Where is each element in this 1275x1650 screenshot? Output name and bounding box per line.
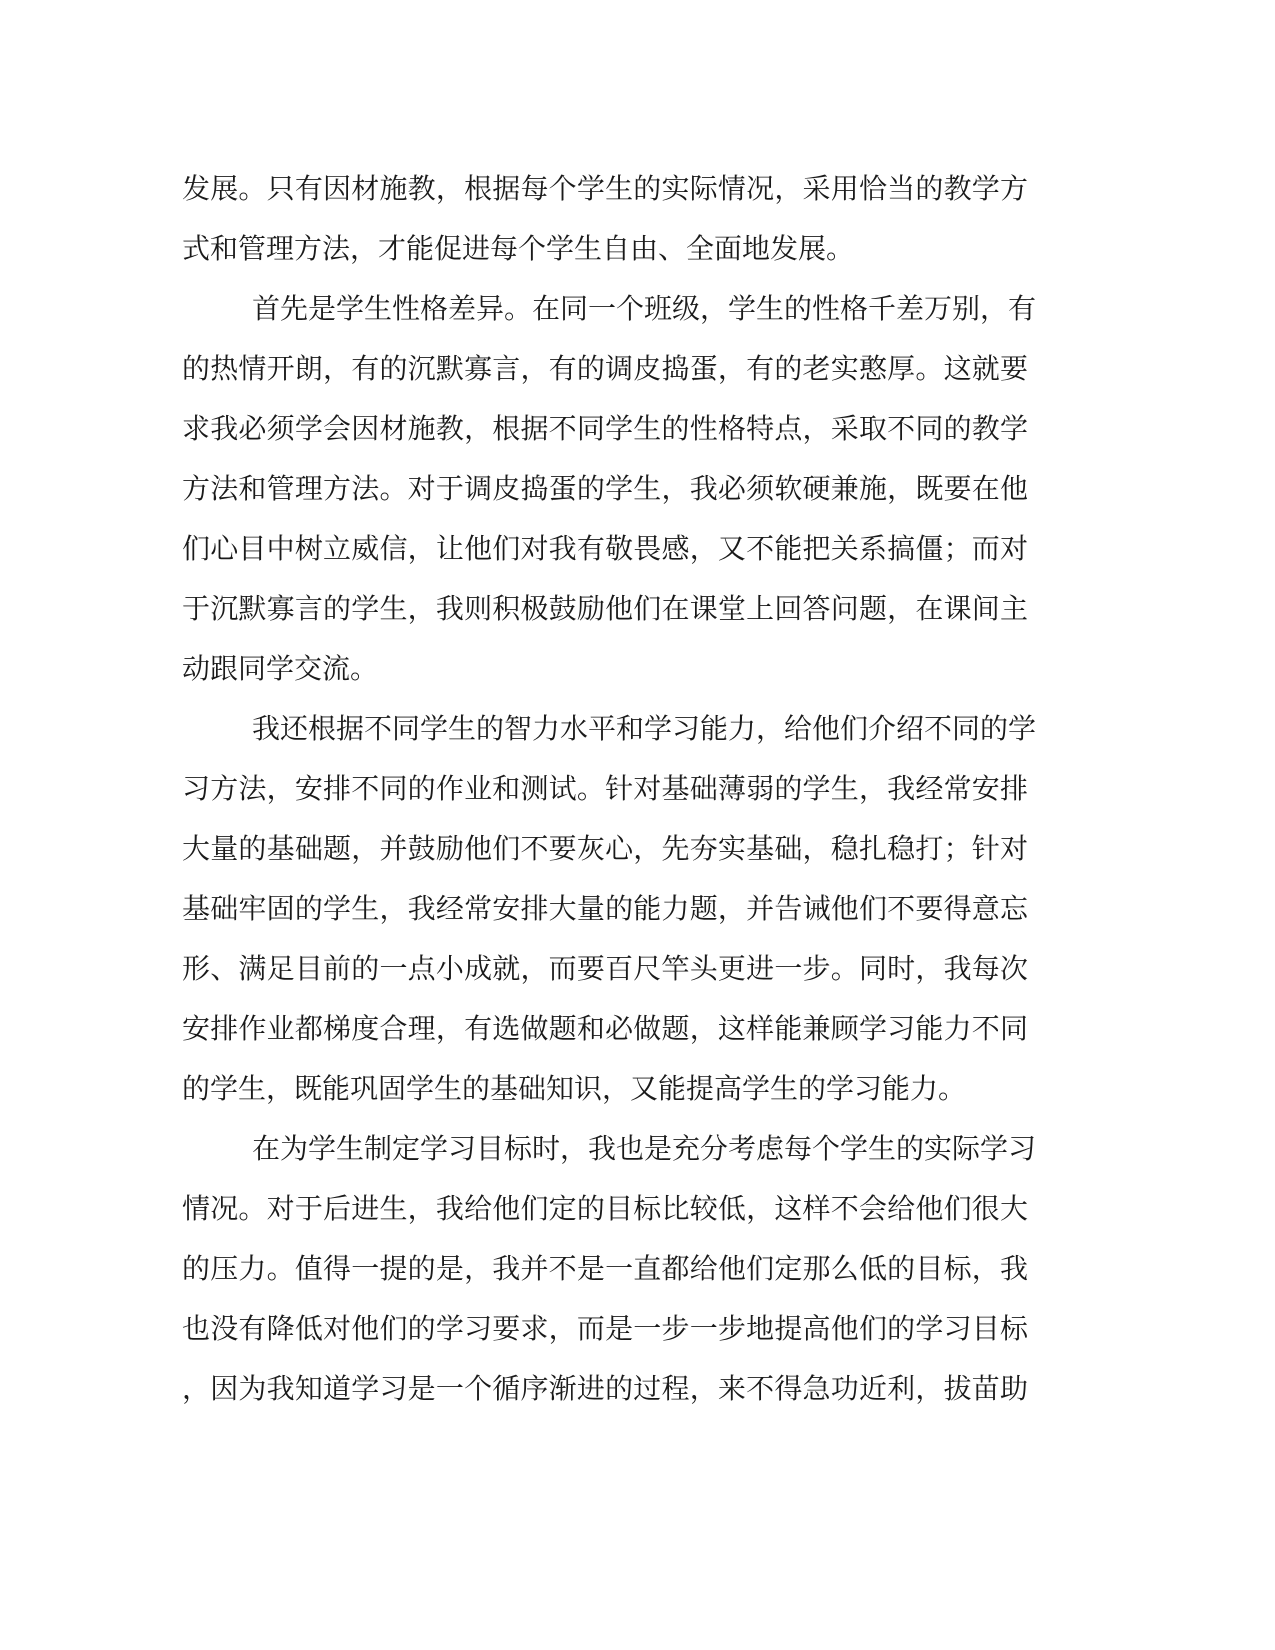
text-line: 情况。对于后进生，我给他们定的目标比较低，这样不会给他们很大 [182,1192,1028,1225]
text-line: 动跟同学交流。 [182,652,379,685]
text-line: 习方法，安排不同的作业和测试。针对基础薄弱的学生，我经常安排 [182,772,1028,805]
text-line: 们心目中树立威信，让他们对我有敬畏感，又不能把关系搞僵；而对 [182,532,1028,565]
text-line: 也没有降低对他们的学习要求，而是一步一步地提高他们的学习目标 [182,1312,1028,1345]
body-text [182,159,1037,1419]
text-line: 安排作业都梯度合理，有选做题和必做题，这样能兼顾学习能力不同 [182,1012,1028,1045]
text-line: 求我必须学会因材施教，根据不同学生的性格特点，采取不同的教学 [182,412,1028,445]
text-line: 的热情开朗，有的沉默寡言，有的调皮捣蛋，有的老实憨厚。这就要 [182,352,1028,385]
text-line: 大量的基础题，并鼓励他们不要灰心，先夯实基础，稳扎稳打；针对 [182,832,1028,865]
text-line: ，因为我知道学习是一个循序渐进的过程，来不得急功近利，拔苗助 [182,1372,1028,1405]
text-line: 在为学生制定学习目标时，我也是充分考虑每个学生的实际学习 [252,1132,1037,1165]
text-line: 的学生，既能巩固学生的基础知识，又能提高学生的学习能力。 [182,1072,967,1105]
text-line: 方法和管理方法。对于调皮捣蛋的学生，我必须软硬兼施，既要在他 [182,472,1028,505]
text-line: 于沉默寡言的学生，我则积极鼓励他们在课堂上回答问题，在课间主 [182,592,1028,625]
text-line: 式和管理方法，才能促进每个学生自由、全面地发展。 [182,232,855,265]
text-line: 发展。只有因材施教，根据每个学生的实际情况，采用恰当的教学方 [182,172,1028,205]
text-line: 的压力。值得一提的是，我并不是一直都给他们定那么低的目标，我 [182,1252,1028,1285]
text-line: 形、满足目前的一点小成就，而要百尺竿头更进一步。同时，我每次 [182,952,1028,985]
text-line: 我还根据不同学生的智力水平和学习能力，给他们介绍不同的学 [252,712,1037,745]
text-line: 首先是学生性格差异。在同一个班级，学生的性格千差万别，有 [252,292,1037,325]
text-line: 基础牢固的学生，我经常安排大量的能力题，并告诫他们不要得意忘 [182,892,1028,925]
